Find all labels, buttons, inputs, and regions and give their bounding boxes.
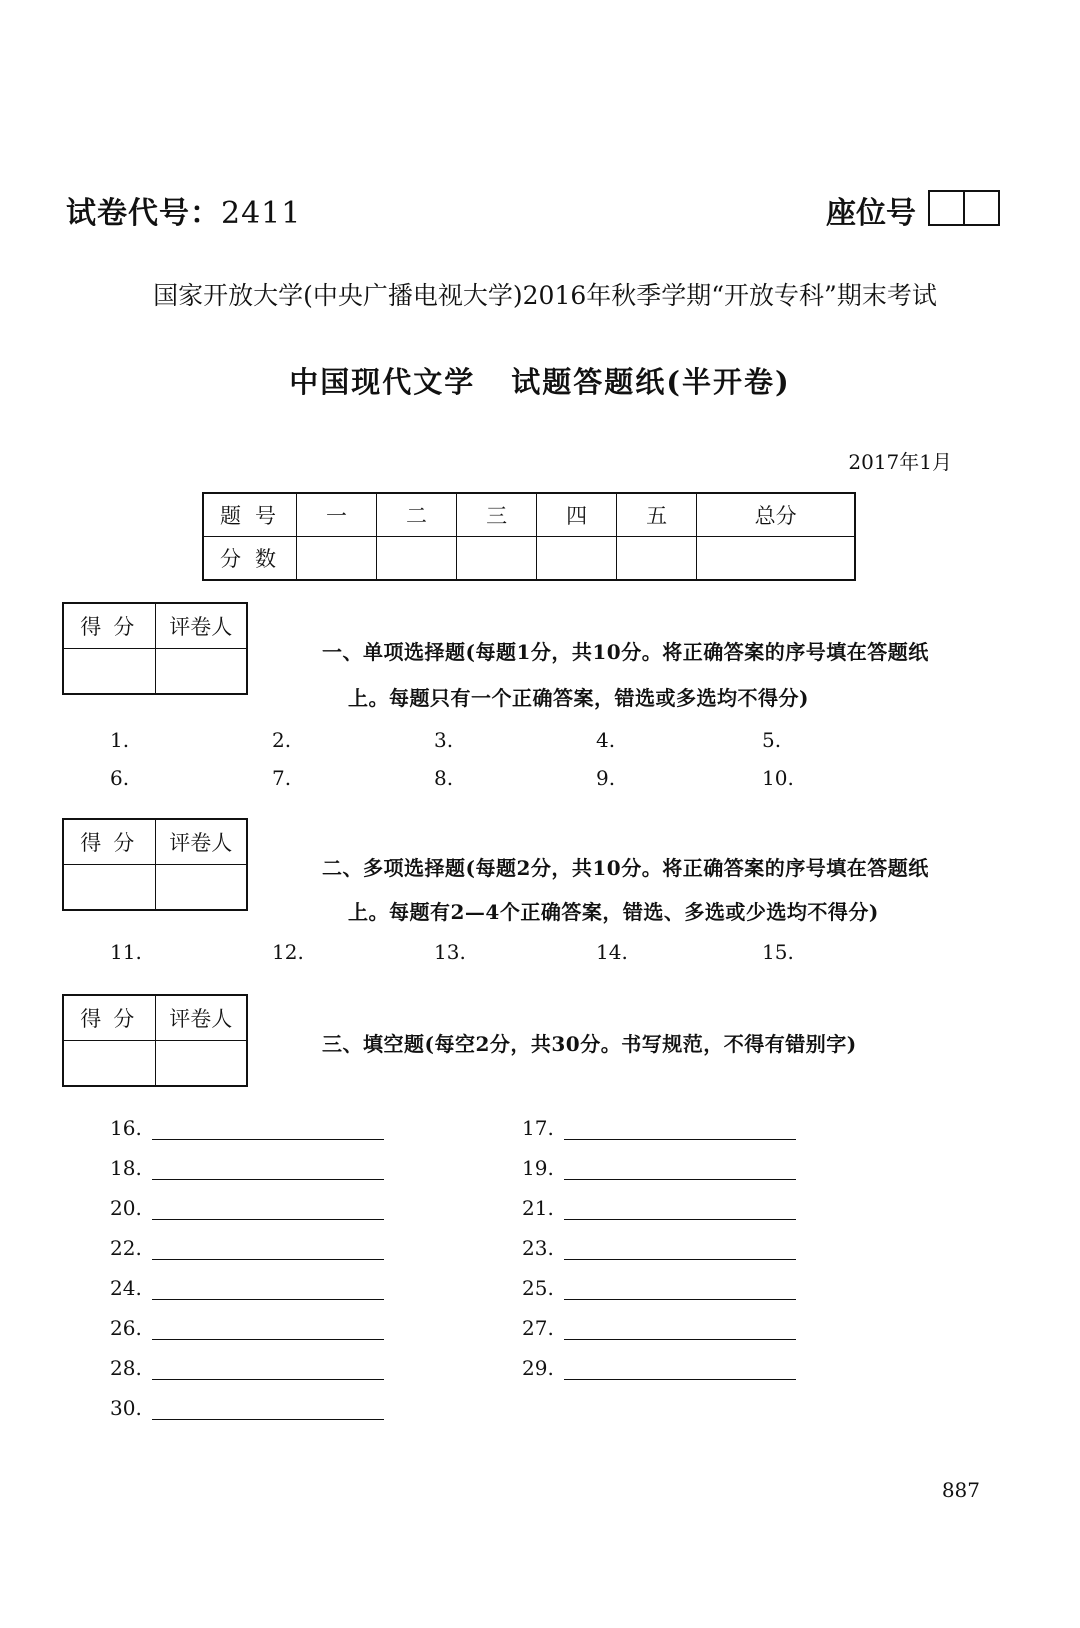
blank-number: 16. <box>110 1116 142 1140</box>
blank-number: 26. <box>110 1316 142 1340</box>
section-2-instruction-line2: 上。每题有2—4个正确答案，错选、多选或少选均不得分) <box>348 900 879 924</box>
seat-box-2[interactable] <box>963 192 998 224</box>
blank-number: 25. <box>522 1276 554 1300</box>
question-number: 10. <box>762 766 794 790</box>
title-sheet: 试题答题纸(半开卷) <box>511 365 791 399</box>
row-head-question-number: 题号 <box>203 493 297 537</box>
table-row <box>203 537 855 581</box>
answer-line[interactable] <box>152 1117 384 1140</box>
answer-line[interactable] <box>152 1357 384 1380</box>
blank-number: 27. <box>522 1316 554 1340</box>
grader-box-2 <box>62 818 248 911</box>
answer-line[interactable] <box>152 1277 384 1300</box>
score-cell[interactable] <box>617 537 697 581</box>
exam-header: 国家开放大学(中央广播电视大学)2016年秋季学期“开放专科”期末考试 <box>153 281 937 310</box>
grader-box-3 <box>62 994 248 1087</box>
blank-number: 30. <box>110 1396 142 1420</box>
paper-code <box>66 188 301 232</box>
score-cell[interactable] <box>697 537 855 581</box>
question-number: 15. <box>762 940 794 964</box>
question-number: 11. <box>110 940 142 964</box>
answer-line[interactable] <box>152 1317 384 1340</box>
question-number: 5. <box>762 728 782 752</box>
blank-number: 17. <box>522 1116 554 1140</box>
blank-row[interactable] <box>110 1356 384 1380</box>
blank-row[interactable] <box>522 1236 796 1260</box>
score-cell[interactable] <box>377 537 457 581</box>
col-head: 总分 <box>697 493 855 537</box>
blank-row[interactable] <box>110 1396 384 1420</box>
section-3-instruction: 三、填空题(每空2分，共30分。书写规范，不得有错别字) <box>322 1032 857 1056</box>
blank-row[interactable] <box>110 1196 384 1220</box>
question-number: 13. <box>434 940 466 964</box>
question-number: 3. <box>434 728 454 752</box>
score-entry[interactable] <box>63 1041 155 1087</box>
score-label: 得分 <box>63 603 155 649</box>
grader-label: 评卷人 <box>155 995 247 1041</box>
blank-row[interactable] <box>522 1276 796 1300</box>
blank-number: 24. <box>110 1276 142 1300</box>
answer-line[interactable] <box>564 1197 796 1220</box>
score-cell[interactable] <box>297 537 377 581</box>
question-number: 9. <box>596 766 616 790</box>
col-head: 四 <box>537 493 617 537</box>
question-number: 14. <box>596 940 628 964</box>
blank-row[interactable] <box>110 1236 384 1260</box>
blank-row[interactable] <box>110 1156 384 1180</box>
exam-date: 2017年1月 <box>848 450 952 474</box>
score-entry[interactable] <box>63 865 155 911</box>
paper-code-label: 试卷代号： <box>66 196 221 231</box>
blank-row[interactable] <box>522 1356 796 1380</box>
grader-entry[interactable] <box>155 649 247 695</box>
question-number: 4. <box>596 728 616 752</box>
blank-number: 23. <box>522 1236 554 1260</box>
answer-line[interactable] <box>564 1277 796 1300</box>
blank-row[interactable] <box>522 1316 796 1340</box>
blank-row[interactable] <box>522 1156 796 1180</box>
question-number: 6. <box>110 766 130 790</box>
question-number: 1. <box>110 728 130 752</box>
question-number: 7. <box>272 766 292 790</box>
answer-line[interactable] <box>564 1317 796 1340</box>
answer-line[interactable] <box>564 1237 796 1260</box>
score-cell[interactable] <box>457 537 537 581</box>
seat-label: 座位号 <box>826 196 916 231</box>
section-2-instruction-line1: 二、多项选择题(每题2分，共10分。将正确答案的序号填在答题纸 <box>322 856 929 880</box>
answer-line[interactable] <box>564 1357 796 1380</box>
blank-row[interactable] <box>522 1116 796 1140</box>
section-1-instruction-line1: 一、单项选择题(每题1分，共10分。将正确答案的序号填在答题纸 <box>322 640 929 664</box>
blank-number: 20. <box>110 1196 142 1220</box>
col-head: 二 <box>377 493 457 537</box>
answer-line[interactable] <box>152 1397 384 1420</box>
blank-number: 28. <box>110 1356 142 1380</box>
blank-number: 19. <box>522 1156 554 1180</box>
paper-code-value: 2411 <box>221 196 302 231</box>
score-entry[interactable] <box>63 649 155 695</box>
blank-number: 18. <box>110 1156 142 1180</box>
grader-label: 评卷人 <box>155 603 247 649</box>
grader-label: 评卷人 <box>155 819 247 865</box>
score-summary-table <box>202 492 856 581</box>
col-head: 五 <box>617 493 697 537</box>
blank-row[interactable] <box>110 1316 384 1340</box>
section-1-instruction-line2: 上。每题只有一个正确答案，错选或多选均不得分) <box>348 686 809 710</box>
seat-number-boxes[interactable] <box>928 190 1000 226</box>
seat-box-1[interactable] <box>930 192 963 224</box>
answer-line[interactable] <box>152 1197 384 1220</box>
document-title <box>0 360 1080 401</box>
blank-number: 22. <box>110 1236 142 1260</box>
score-label: 得分 <box>63 995 155 1041</box>
grader-box-1 <box>62 602 248 695</box>
page-number: 887 <box>941 1478 980 1502</box>
question-number: 2. <box>272 728 292 752</box>
question-number: 12. <box>272 940 304 964</box>
title-subject: 中国现代文学 <box>289 365 476 399</box>
blank-number: 21. <box>522 1196 554 1220</box>
score-label: 得分 <box>63 819 155 865</box>
answer-line[interactable] <box>564 1157 796 1180</box>
grader-entry[interactable] <box>155 865 247 911</box>
answer-line[interactable] <box>152 1157 384 1180</box>
col-head: 三 <box>457 493 537 537</box>
row-head-score: 分数 <box>203 537 297 581</box>
blank-number: 29. <box>522 1356 554 1380</box>
table-row <box>203 493 855 537</box>
grader-entry[interactable] <box>155 1041 247 1087</box>
question-number: 8. <box>434 766 454 790</box>
score-cell[interactable] <box>537 537 617 581</box>
blank-row[interactable] <box>110 1116 384 1140</box>
blank-row[interactable] <box>522 1196 796 1220</box>
answer-line[interactable] <box>564 1117 796 1140</box>
answer-line[interactable] <box>152 1237 384 1260</box>
col-head: 一 <box>297 493 377 537</box>
blank-row[interactable] <box>110 1276 384 1300</box>
